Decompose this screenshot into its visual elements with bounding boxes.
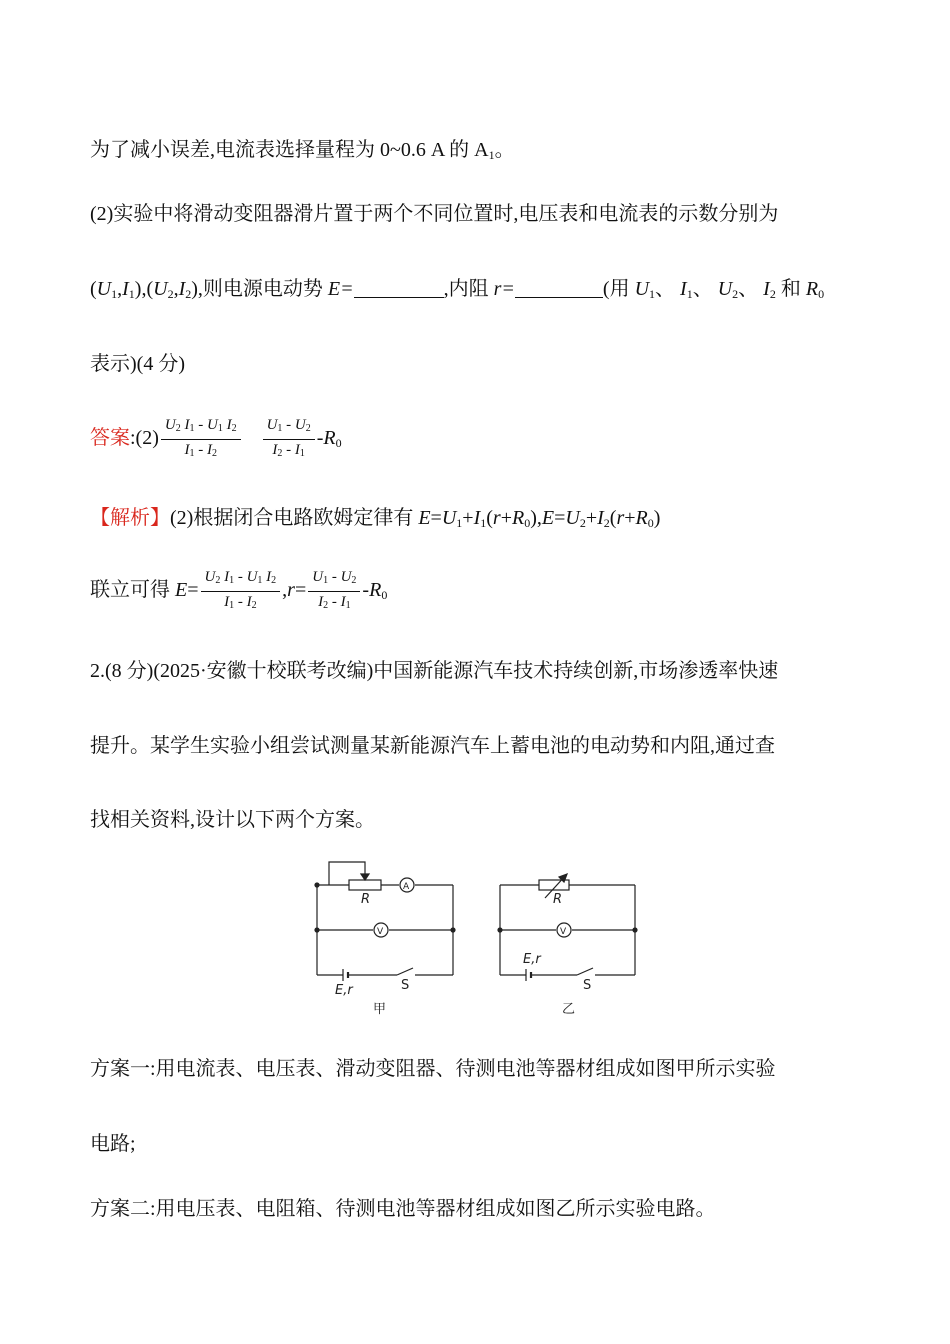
- label-S-yi: S: [583, 978, 592, 993]
- label-jia: 甲: [373, 1002, 387, 1017]
- label-Er-yi: E,r: [523, 952, 541, 967]
- circuit-yi: [500, 874, 635, 981]
- plan-1-line-1: 方案一:用电流表、电压表、滑动变阻器、待测电池等器材组成如图甲所示实验: [90, 1058, 776, 1080]
- text-line-range: 为了减小误差,电流表选择量程为 0~0.6 A 的 $A_1$。: [90, 139, 515, 162]
- plan-2-line: 方案二:用电压表、电阻箱、待测电池等器材组成如图乙所示实验电路。: [90, 1198, 716, 1220]
- label-V-jia: V: [377, 927, 384, 937]
- answer-fraction-r: $\frac{U_1 - U_2}{I_2 - I_1}$: [263, 416, 315, 463]
- blank-r: [515, 279, 603, 298]
- circuit-jia: [317, 862, 453, 981]
- analysis-text: (2)根据闭合电路欧姆定律有 $E=U_1+I_1(r+R_0),E=U_2+I_2(r+R_0)$: [170, 507, 661, 530]
- circuit-diagrams: [305, 852, 645, 1022]
- label-R-jia: R: [361, 892, 371, 907]
- answer-fraction-E: $\frac{U_2 I_1 - U_1 I_2}{I_1 - I_2}$: [161, 416, 241, 463]
- answer-tail: $-R_0$: [316, 427, 342, 451]
- vars-display: $U_1$、 $I_1$、 $U_2$、 $I_2$ 和 $R_0$: [634, 278, 825, 301]
- question-2-formula-line: $(U_1,I_1),(U_2,I_2)$,则电源电动势 E= ,内阻 r= (用 $U_1$、 $I_1$、 $U_2$、 $I_2$ 和 $R_0$: [90, 278, 825, 301]
- plan-1-line-2: 电路;: [90, 1133, 136, 1155]
- analysis-line: [90, 504, 660, 537]
- question-main-line-2: 提升。某学生实验小组尝试测量某新能源汽车上蓄电池的电动势和内阻,通过查: [90, 735, 775, 757]
- pairs-display: $(U_1,I_1),(U_2,I_2)$: [90, 278, 198, 301]
- question-main-line-1: 2.(8 分)(2025·安徽十校联考改编)中国新能源汽车技术持续创新,市场渗透率快速: [90, 660, 779, 682]
- label-S-jia: S: [401, 978, 410, 993]
- analysis-label: 【解析】: [90, 507, 170, 529]
- label-Er-jia: E,r: [335, 983, 353, 998]
- question-2-text: (2)实验中将滑动变阻器滑片置于两个不同位置时,电压表和电流表的示数分别为: [90, 203, 779, 225]
- label-A: A: [403, 882, 410, 892]
- label-R-yi: R: [553, 892, 563, 907]
- answer-label: 答案: [90, 427, 130, 450]
- result-fraction-E: $\frac{U_2 I_1 - U_1 I_2}{I_1 - I_2}$: [201, 568, 281, 615]
- answer-line: 答案:(2) $\frac{U_2 I_1 - U_1 I_2}{I_1 - I_2}$ $\frac{U_1 - U_2}{I_2 - I_1}$ $-R_0$: [90, 416, 342, 463]
- rheostat: [349, 880, 381, 890]
- analysis-result-prefix: 联立可得 E=: [90, 579, 199, 602]
- analysis-result-line: 联立可得 E= $\frac{U_2 I_1 - U_1 I_2}{I_1 - I_2}$ ,r= $\frac{U_1 - U_2}{I_2 - I_1}$ $-R_0$: [90, 568, 387, 615]
- label-yi: 乙: [562, 1002, 576, 1017]
- result-fraction-r: $\frac{U_1 - U_2}{I_2 - I_1}$: [308, 568, 360, 615]
- question-main-line-3: 找相关资料,设计以下两个方案。: [90, 809, 375, 831]
- blank-E: [354, 279, 444, 298]
- question-2-end: 表示)(4 分): [90, 353, 185, 375]
- label-V-yi: V: [560, 927, 567, 937]
